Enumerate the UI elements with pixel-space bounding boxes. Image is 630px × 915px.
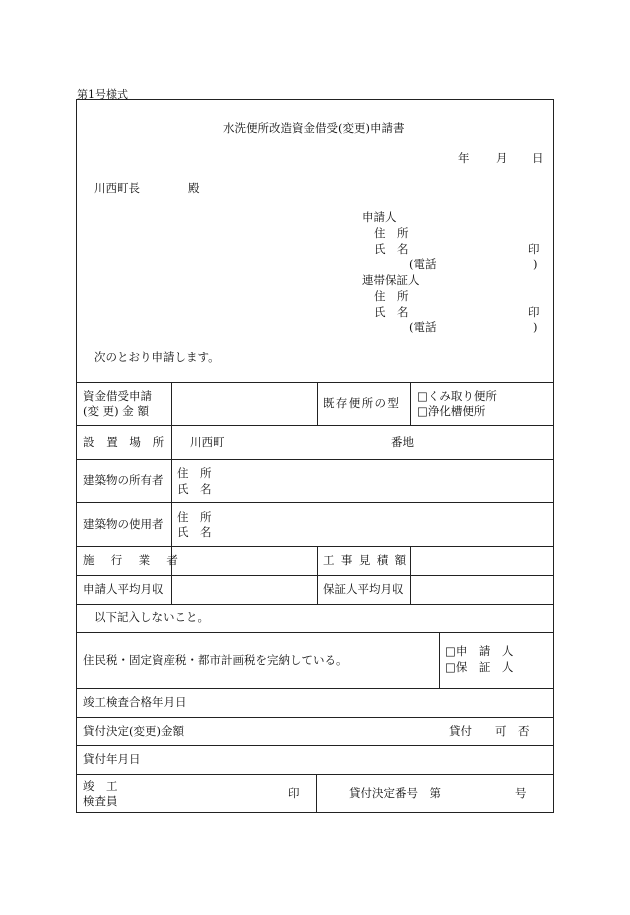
column-divider <box>171 425 172 604</box>
form-title: 水洗便所改造資金借受(変更)申請書 <box>223 121 405 135</box>
inspector-label: 竣 工 <box>83 779 118 793</box>
row-divider <box>77 632 553 633</box>
guarantor-income-label: 保証人平均月収 <box>323 582 404 596</box>
column-divider <box>317 575 318 604</box>
guarantor-seal: 印 <box>528 305 540 319</box>
decision-number-label: 貸付決定番号 第 <box>349 786 441 800</box>
row-divider <box>77 717 553 718</box>
guarantor-address-label: 住 所 <box>374 289 409 303</box>
inspector-seal: 印 <box>288 786 300 800</box>
addressee-honorific: 殿 <box>188 181 200 195</box>
row-divider <box>77 745 553 746</box>
tax-option-applicant[interactable]: □申 請 人 <box>445 644 514 658</box>
column-divider <box>317 546 318 575</box>
column-divider <box>410 546 411 604</box>
loan-decision-label: 貸付決定(変更)金額 <box>83 724 184 738</box>
inspection-date-label: 竣工検査合格年月日 <box>83 695 187 709</box>
user-address-label: 住 所 <box>177 510 212 524</box>
estimate-label: 工 事 見 積 額 <box>323 553 408 567</box>
row-divider <box>77 575 553 576</box>
date-year: 年 <box>458 151 470 165</box>
application-form <box>76 99 554 813</box>
applicant-seal: 印 <box>528 242 540 256</box>
loan-decision-result: 貸付 可 否 <box>449 724 530 738</box>
row-divider <box>77 425 553 426</box>
column-divider <box>316 774 317 813</box>
intro-text: 次のとおり申請します。 <box>94 350 220 364</box>
applicant-name-label: 氏 名 <box>374 242 409 256</box>
loan-amount-label: 資金借受申請 <box>83 389 152 403</box>
form-number-label: 第1号様式 <box>77 88 128 101</box>
row-divider <box>77 502 553 503</box>
column-divider <box>410 382 411 425</box>
row-divider <box>77 382 553 383</box>
loan-amount-label-2: (変 更) 金 額 <box>83 404 149 418</box>
location-suffix: 番地 <box>391 435 414 449</box>
column-divider <box>439 632 440 688</box>
location-label: 設 置 場 所 <box>83 435 169 449</box>
office-use-notice: 以下記入しないこと。 <box>94 610 209 624</box>
owner-label: 建築物の所有者 <box>83 473 164 487</box>
user-name-label: 氏 名 <box>177 525 212 539</box>
tax-paid-statement: 住民税・固定資産税・都市計画税を完納している。 <box>83 653 348 667</box>
date-day: 日 <box>532 151 544 165</box>
user-label: 建築物の使用者 <box>83 517 164 531</box>
owner-address-label: 住 所 <box>177 466 212 480</box>
loan-date-label: 貸付年月日 <box>83 752 141 766</box>
applicant-phone-close: ) <box>533 257 538 271</box>
column-divider <box>317 382 318 425</box>
contractor-label: 施 行 業 者 <box>83 553 185 567</box>
guarantor-phone-label: (電話 <box>409 320 437 334</box>
owner-name-label: 氏 名 <box>177 482 212 496</box>
guarantor-heading: 連帯保証人 <box>362 273 420 287</box>
applicant-income-label: 申請人平均月収 <box>83 582 164 596</box>
row-divider <box>77 774 553 775</box>
toilet-option-pit[interactable]: □くみ取り便所 <box>417 389 497 403</box>
decision-number-suffix: 号 <box>515 786 527 800</box>
date-month: 月 <box>496 151 508 165</box>
row-divider <box>77 604 553 605</box>
toilet-option-septic[interactable]: □浄化槽便所 <box>417 404 486 418</box>
row-divider <box>77 546 553 547</box>
inspector-label-2: 検査員 <box>83 794 118 808</box>
applicant-address-label: 住 所 <box>374 226 409 240</box>
row-divider <box>77 459 553 460</box>
addressee: 川西町長 <box>94 181 140 195</box>
applicant-heading: 申請人 <box>362 210 397 224</box>
guarantor-phone-close: ) <box>533 320 538 334</box>
row-divider <box>77 688 553 689</box>
applicant-phone-label: (電話 <box>409 257 437 271</box>
tax-option-guarantor[interactable]: □保 証 人 <box>445 660 514 674</box>
guarantor-name-label: 氏 名 <box>374 305 409 319</box>
toilet-type-label: 既存便所の型 <box>323 396 401 410</box>
column-divider <box>171 382 172 425</box>
location-town: 川西町 <box>190 435 225 449</box>
